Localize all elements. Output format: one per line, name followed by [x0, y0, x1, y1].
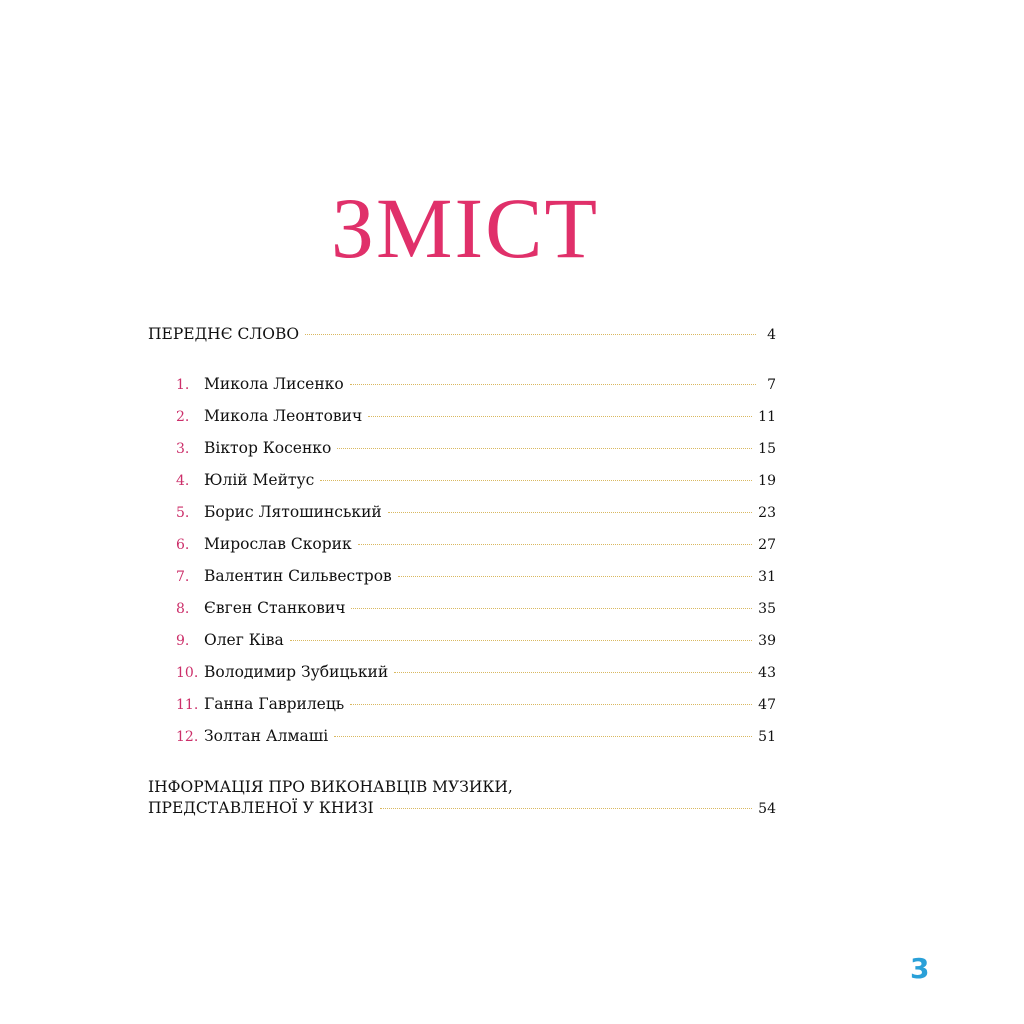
toc-entry-label-line2: ПРЕДСТАВЛЕНОЇ У КНИЗІ — [148, 799, 374, 817]
chapter-number: 8. — [176, 601, 190, 617]
leader-dots — [334, 736, 752, 737]
toc-entry-label: ПЕРЕДНЄ СЛОВО — [148, 325, 300, 343]
leader-dots — [394, 672, 752, 673]
chapter-name: Євген Станкович — [204, 599, 346, 617]
leader-dots — [350, 704, 752, 705]
chapter-name: Валентин Сильвестров — [204, 567, 392, 585]
toc-entry-chapter-8[interactable] — [148, 598, 776, 619]
toc-entry-chapter-9[interactable] — [148, 630, 776, 651]
toc-entry-page: 54 — [758, 801, 776, 817]
chapter-number: 10. — [176, 665, 199, 681]
leader-dots — [388, 512, 752, 513]
toc-entry-chapter-3[interactable] — [148, 438, 776, 459]
chapter-number: 1. — [176, 377, 190, 393]
toc-entry-page: 31 — [758, 569, 776, 585]
leader-dots — [290, 640, 752, 641]
chapter-number: 7. — [176, 569, 190, 585]
leader-dots — [380, 808, 753, 809]
leader-dots — [320, 480, 752, 481]
leader-dots — [368, 416, 752, 417]
chapter-name: Ганна Гаврилець — [204, 695, 345, 713]
toc-entry-page: 15 — [758, 441, 776, 457]
toc-entry-chapter-10[interactable] — [148, 662, 776, 683]
toc-entry-page: 19 — [758, 473, 776, 489]
chapter-number: 4. — [176, 473, 190, 489]
page-number: 3 — [910, 952, 930, 985]
leader-dots — [350, 384, 756, 385]
toc-entry-chapter-1[interactable] — [148, 374, 776, 395]
chapter-number: 9. — [176, 633, 190, 649]
toc-entry-chapter-12[interactable] — [148, 726, 776, 747]
leader-dots — [398, 576, 752, 577]
chapter-number: 12. — [176, 729, 199, 745]
toc-entry-preface[interactable] — [148, 324, 776, 345]
toc-entry-chapter-6[interactable] — [148, 534, 776, 555]
toc-entry-page: 4 — [767, 327, 776, 343]
chapter-name: Микола Леонтович — [204, 407, 363, 425]
toc-entry-label-line1: ІНФОРМАЦІЯ ПРО ВИКОНАВЦІВ МУЗИКИ, — [148, 778, 513, 796]
leader-dots — [358, 544, 752, 545]
chapter-name: Борис Лятошинський — [204, 503, 382, 521]
leader-dots — [351, 608, 752, 609]
toc-entry-page: 47 — [758, 697, 776, 713]
chapter-number: 5. — [176, 505, 190, 521]
toc-entry-page: 35 — [758, 601, 776, 617]
chapter-number: 3. — [176, 441, 190, 457]
chapter-name: Олег Ківа — [204, 631, 284, 649]
chapter-number: 2. — [176, 409, 190, 425]
toc-entry-page: 23 — [758, 505, 776, 521]
toc-entry-chapter-7[interactable] — [148, 566, 776, 587]
toc-entry-performers[interactable] — [148, 776, 776, 819]
chapter-number: 11. — [176, 697, 199, 713]
toc-entry-page: 27 — [758, 537, 776, 553]
toc-entry-page: 11 — [758, 409, 776, 425]
chapter-name: Золтан Алмаші — [204, 727, 329, 745]
toc-entry-chapter-2[interactable] — [148, 406, 776, 427]
leader-dots — [337, 448, 752, 449]
toc-entry-chapter-4[interactable] — [148, 470, 776, 491]
chapter-number: 6. — [176, 537, 190, 553]
toc-entry-chapter-11[interactable] — [148, 694, 776, 715]
toc-entry-page: 39 — [758, 633, 776, 649]
chapter-name: Юлій Мейтус — [204, 471, 315, 489]
chapter-name: Микола Лисенко — [204, 375, 344, 393]
toc-entry-page: 7 — [767, 377, 776, 393]
toc-entry-chapter-5[interactable] — [148, 502, 776, 523]
toc-entry-page: 51 — [758, 729, 776, 745]
chapter-name: Віктор Косенко — [204, 439, 332, 457]
chapter-name: Мирослав Скорик — [204, 535, 352, 553]
toc-entry-page: 43 — [758, 665, 776, 681]
leader-dots — [305, 334, 756, 335]
chapter-name: Володимир Зубицький — [204, 663, 389, 681]
page-title: ЗМІСТ — [330, 180, 600, 276]
